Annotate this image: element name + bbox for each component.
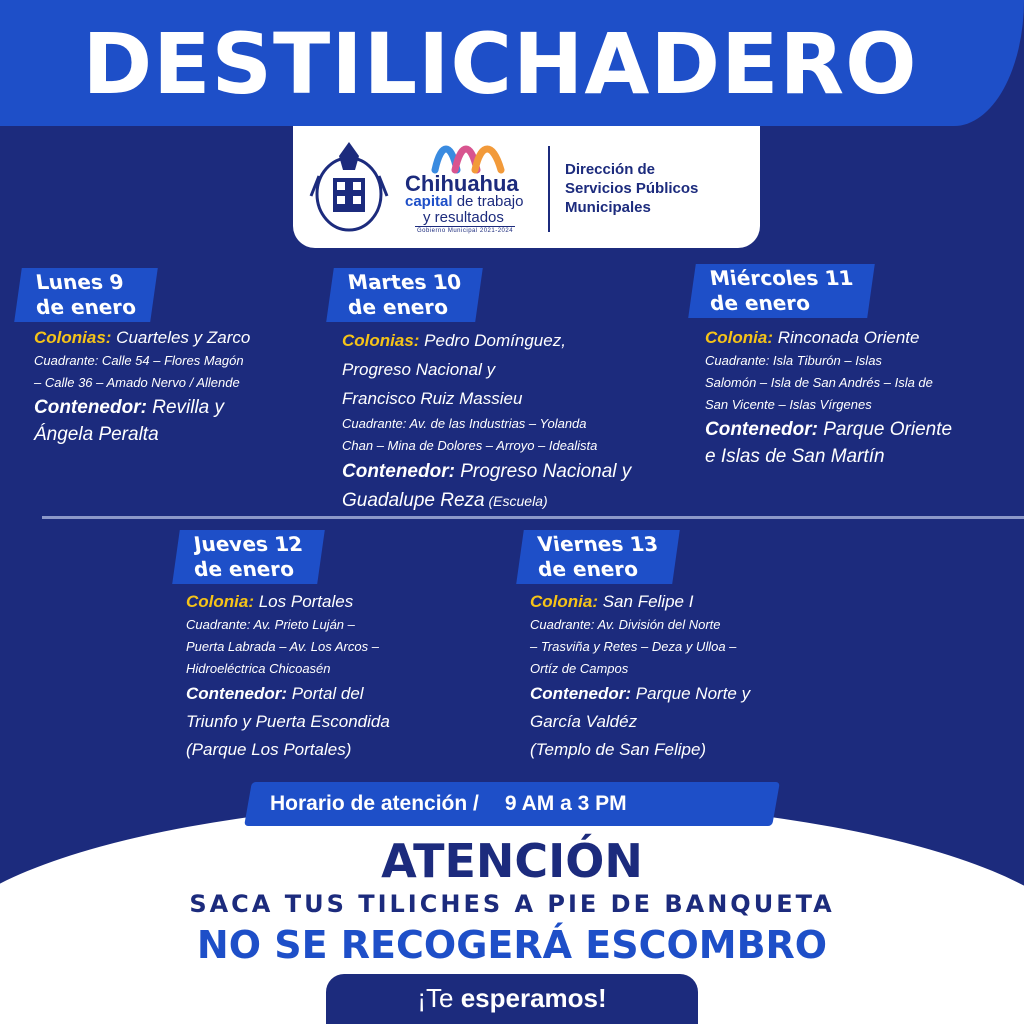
day-details-wednesday: Colonia: Rinconada Oriente Cuadrante: Isla Tiburón – Islas Salomón – Isla de San Andrés – Isla de San Vicente – Islas Vírgenes Contenedor: Parque Oriente e Islas de San Martín [705,328,953,467]
brand-city: Chihuahua [405,171,519,196]
page-title: DESTILICHADERO [82,15,918,113]
schedule-text: Horario de atención / 9 AM a 3 PM [270,792,627,815]
brand-rule [415,226,515,227]
day-tag-monday: Lunes 9 de enero [14,268,157,322]
attention-title: ATENCIÓN [381,834,643,888]
attention-subtitle: SACA TUS TILICHES A PIE DE BANQUETA [189,890,835,918]
logo-card [293,126,760,248]
day-details-tuesday: Colonias: Pedro Domínguez, Progreso Nacional y Francisco Ruiz Massieu Cuadrante: Av. de las Industrias – Yolanda Chan – Mina de Dolores – Arroyo – Idealista Contenedor: Progreso Nacional y Guadalupe Reza (Escuela) [342,331,632,511]
department-name: Dirección de Servicios Públicos Municipales [565,161,699,216]
municipal-crest-icon [309,136,389,236]
day-details-friday: Colonia: San Felipe I Cuadrante: Av. División del Norte – Trasviña y Retes – Deza y Ulloa – Ortíz de Campos Contenedor: Parque Norte y García Valdéz (Templo de San Felipe) [530,592,751,759]
day-details-thursday: Colonia: Los Portales Cuadrante: Av. Prieto Luján – Puerta Labrada – Av. Los Arcos – Hidroeléctrica Chicoasén Contenedor: Portal del Triunfo y Puerta Escondida (Parque Los Portales) [186,592,390,759]
day-tag-friday: Viernes 13 de enero [516,530,680,584]
brand-slogan-line-2: y resultados [423,209,504,226]
brand-subtitle: Gobierno Municipal 2021-2024 [417,228,514,234]
day-tag-wednesday: Miércoles 11 de enero [688,264,874,318]
card-divider [548,146,550,232]
day-tag-tuesday: Martes 10 de enero [326,268,483,322]
attention-warning: NO SE RECOGERÁ ESCOMBRO [196,923,828,967]
day-details-monday: Colonias: Cuarteles y Zarco Cuadrante: Calle 54 – Flores Magón – Calle 36 – Amado Nervo / Allende Contenedor: Revilla y Ángela Peralta [34,328,251,445]
chihuahua-brand-mark-icon [431,138,507,174]
day-tag-thursday: Jueves 12 de enero [172,530,324,584]
brand-slogan-line-1: capital de trabajo [405,193,524,210]
closing-text: ¡Te esperamos! [417,983,607,1013]
section-divider [42,516,1024,519]
